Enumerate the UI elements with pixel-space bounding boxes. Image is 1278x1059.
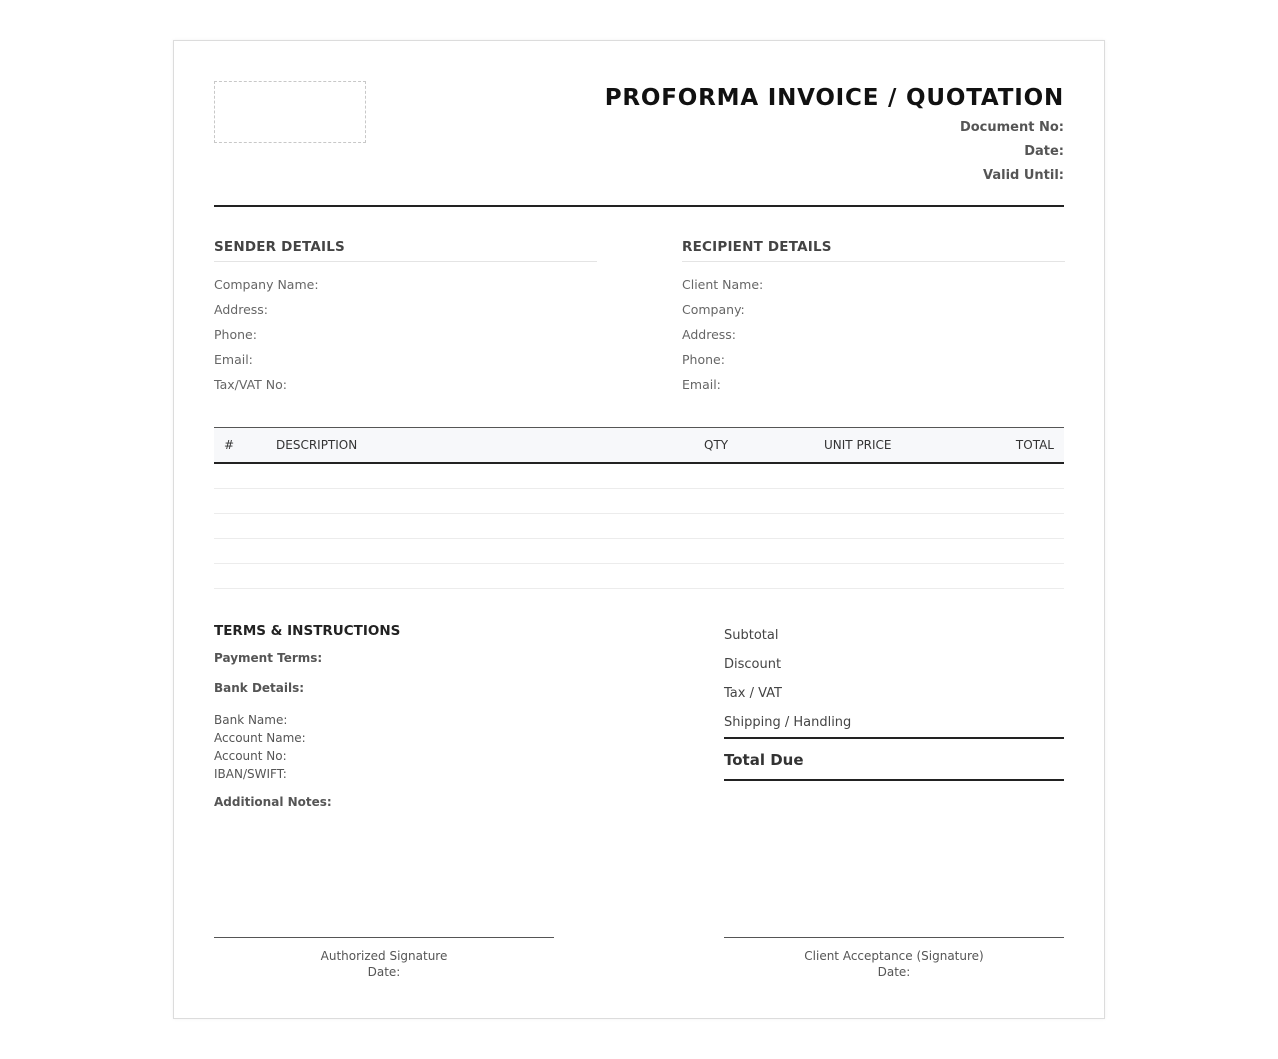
col-description: DESCRIPTION [266,428,694,464]
discount-label: Discount [724,657,782,672]
authorized-signature-date: Date: [367,965,401,979]
document-meta [960,119,1064,191]
shipping-label: Shipping / Handling [724,715,852,730]
col-unit-price: UNIT PRICE [814,428,944,464]
col-qty: QTY [694,428,814,464]
bank-name-label: Bank Name: [214,713,288,727]
terms-heading: TERMS & INSTRUCTIONS [214,623,401,639]
sender-details [214,239,597,401]
bank-details-label: Bank Details: [214,681,305,695]
sender-phone: Phone: [214,327,257,342]
document-number-label: Document No: [959,120,1064,135]
client-signature-label: Client Acceptance (Signature) [804,949,984,963]
valid-until-label: Valid Until: [982,168,1064,183]
authorized-signature-block [214,937,554,980]
authorized-signature-line[interactable] [214,937,554,938]
recipient-heading: RECIPIENT DETAILS [682,239,1065,262]
additional-notes-label: Additional Notes: [214,795,332,809]
recipient-details [682,239,1065,401]
header-divider [214,205,1064,207]
document-title: PROFORMA INVOICE / QUOTATION [604,85,1064,111]
client-signature-date: Date: [877,965,911,979]
col-total: TOTAL [944,428,1064,464]
line-items-table [214,427,1064,589]
col-number: # [214,428,266,464]
sender-heading: SENDER DETAILS [214,239,597,262]
terms-section [214,623,654,825]
sender-tax-vat: Tax/VAT No: [214,377,287,392]
table-header-row [214,428,1064,464]
recipient-company: Company: [682,302,745,317]
table-row[interactable] [214,539,1064,564]
bank-fields [214,711,654,783]
account-number-label: Account No: [214,749,287,763]
sender-address: Address: [214,302,268,317]
client-signature-block [724,937,1064,980]
table-row[interactable] [214,489,1064,514]
authorized-signature-label: Authorized Signature [320,949,448,963]
table-row[interactable] [214,514,1064,539]
payment-terms-label: Payment Terms: [214,651,323,665]
totals-section [724,621,1064,781]
sender-email: Email: [214,352,253,367]
logo-placeholder[interactable] [214,81,366,143]
document-date-label: Date: [1024,144,1064,159]
recipient-address: Address: [682,327,736,342]
subtotal-label: Subtotal [724,628,779,643]
table-row[interactable] [214,564,1064,589]
iban-swift-label: IBAN/SWIFT: [214,767,287,781]
tax-label: Tax / VAT [724,686,782,701]
account-name-label: Account Name: [214,731,306,745]
invoice-sheet [173,40,1105,1019]
recipient-phone: Phone: [682,352,725,367]
table-row[interactable] [214,463,1064,489]
client-signature-line[interactable] [724,937,1064,938]
recipient-email: Email: [682,377,721,392]
recipient-client-name: Client Name: [682,277,764,292]
total-due-label: Total Due [724,739,1064,781]
sender-company-name: Company Name: [214,277,319,292]
